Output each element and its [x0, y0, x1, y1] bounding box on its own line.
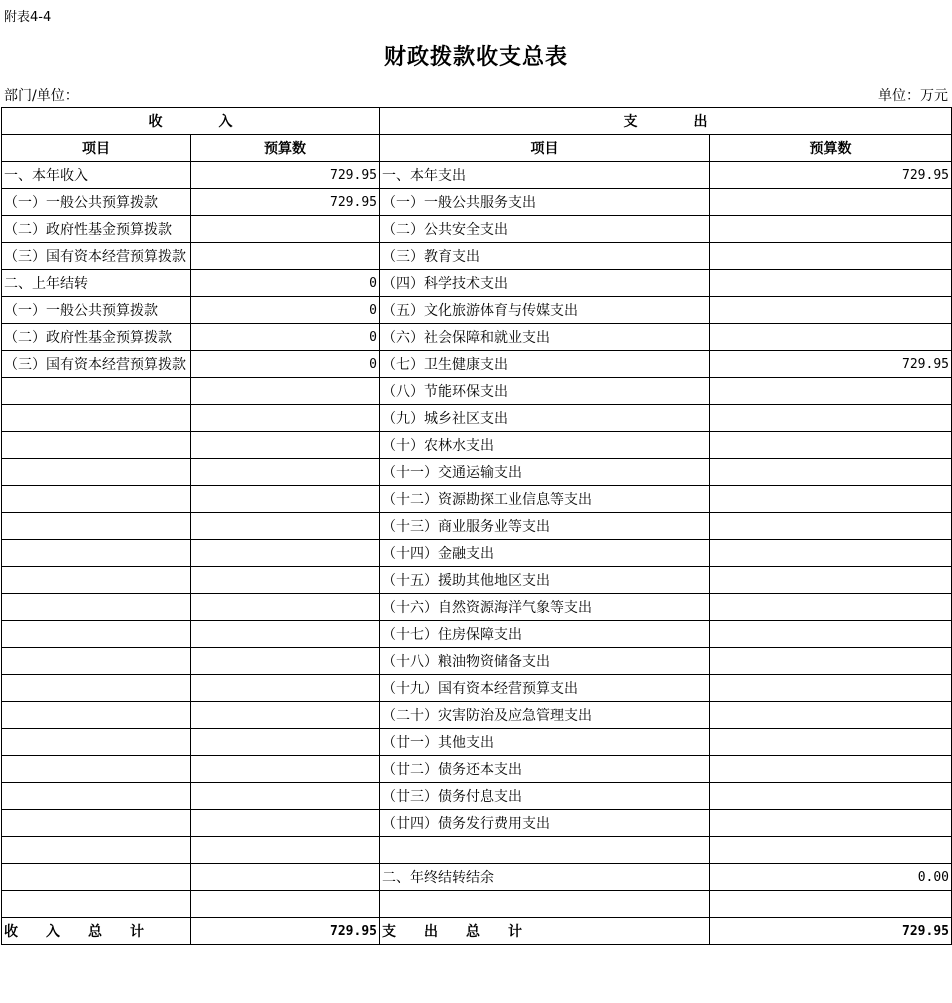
income-budget-cell: 729.95 [191, 162, 380, 189]
expense-item-cell: （十七）住房保障支出 [380, 621, 710, 648]
fiscal-summary-table [1, 107, 952, 945]
expense-item-cell: （十八）粮油物资储备支出 [380, 648, 710, 675]
expense-budget-cell [710, 621, 952, 648]
expense-item-cell: （廿四）债务发行费用支出 [380, 810, 710, 837]
expense-item-cell [380, 891, 710, 918]
expense-budget-cell [710, 594, 952, 621]
income-item-cell: （三）国有资本经营预算拨款 [2, 243, 191, 270]
income-total-label: 收 入 总 计 [2, 918, 191, 945]
income-item-cell [2, 405, 191, 432]
income-item-cell [2, 432, 191, 459]
income-item-cell [2, 702, 191, 729]
income-item-cell: （二）政府性基金预算拨款 [2, 324, 191, 351]
page-title: 财政拨款收支总表 [383, 44, 568, 70]
expense-budget-cell [710, 270, 952, 297]
expense-budget-cell [710, 243, 952, 270]
expense-budget-cell [710, 216, 952, 243]
expense-budget-cell [710, 540, 952, 567]
expense-budget-cell [710, 675, 952, 702]
expense-budget-cell [710, 837, 952, 864]
income-item-cell [2, 675, 191, 702]
expense-budget-cell [710, 432, 952, 459]
income-item-cell: 二、上年结转 [2, 270, 191, 297]
expense-budget-cell: 0.00 [710, 864, 952, 891]
department-label: 部门/单位： [4, 88, 79, 104]
expense-total-value: 729.95 [710, 918, 952, 945]
income-item-cell [2, 621, 191, 648]
income-budget-cell: 0 [191, 351, 380, 378]
expense-item-cell: （二）公共安全支出 [380, 216, 710, 243]
income-budget-cell [191, 567, 380, 594]
income-budget-cell [191, 216, 380, 243]
income-budget-cell [191, 729, 380, 756]
expense-item-cell: （六）社会保障和就业支出 [380, 324, 710, 351]
expense-item-cell: （廿三）债务付息支出 [380, 783, 710, 810]
income-item-cell [2, 810, 191, 837]
income-budget-cell [191, 540, 380, 567]
income-item-cell [2, 648, 191, 675]
income-budget-cell [191, 594, 380, 621]
income-item-cell [2, 486, 191, 513]
expense-item-cell: （廿二）债务还本支出 [380, 756, 710, 783]
income-item-cell [2, 756, 191, 783]
income-budget-cell [191, 864, 380, 891]
table-row [2, 783, 952, 810]
table-row [2, 621, 952, 648]
expense-budget-cell [710, 513, 952, 540]
income-budget-cell: 0 [191, 297, 380, 324]
income-item-cell: （三）国有资本经营预算拨款 [2, 351, 191, 378]
income-item-cell [2, 513, 191, 540]
table-row [2, 189, 952, 216]
income-budget-cell [191, 702, 380, 729]
expense-item-header: 项目 [380, 135, 710, 162]
expense-budget-cell [710, 486, 952, 513]
income-budget-cell [191, 891, 380, 918]
unit-label: 单位：万元 [878, 88, 948, 104]
expense-budget-cell [710, 756, 952, 783]
expense-budget-header: 预算数 [710, 135, 952, 162]
income-budget-cell [191, 756, 380, 783]
expense-item-cell: 二、年终结转结余 [380, 864, 710, 891]
income-item-header: 项目 [2, 135, 191, 162]
expense-item-cell: （五）文化旅游体育与传媒支出 [380, 297, 710, 324]
income-budget-cell: 0 [191, 324, 380, 351]
table-row [2, 810, 952, 837]
income-item-cell [2, 783, 191, 810]
expense-budget-cell [710, 297, 952, 324]
table-row [2, 486, 952, 513]
income-total-value: 729.95 [191, 918, 380, 945]
table-row [2, 648, 952, 675]
income-item-cell [2, 567, 191, 594]
table-row [2, 567, 952, 594]
expense-item-cell: （十六）自然资源海洋气象等支出 [380, 594, 710, 621]
income-item-cell: （二）政府性基金预算拨款 [2, 216, 191, 243]
expense-item-cell: （十三）商业服务业等支出 [380, 513, 710, 540]
table-row [2, 324, 952, 351]
expense-item-cell: （廿一）其他支出 [380, 729, 710, 756]
expense-budget-cell [710, 567, 952, 594]
table-row [2, 378, 952, 405]
income-budget-cell [191, 486, 380, 513]
expense-total-label: 支 出 总 计 [380, 918, 710, 945]
expense-budget-cell [710, 891, 952, 918]
income-item-cell [2, 378, 191, 405]
table-row [2, 594, 952, 621]
expense-item-cell: （十）农林水支出 [380, 432, 710, 459]
expense-budget-cell [710, 459, 952, 486]
income-budget-cell [191, 243, 380, 270]
total-row [2, 918, 952, 945]
income-budget-cell [191, 513, 380, 540]
expense-budget-cell [710, 189, 952, 216]
expense-item-cell: （十一）交通运输支出 [380, 459, 710, 486]
expense-item-cell: （一）一般公共服务支出 [380, 189, 710, 216]
income-item-cell: （一）一般公共预算拨款 [2, 189, 191, 216]
expense-item-cell: 一、本年支出 [380, 162, 710, 189]
income-budget-cell [191, 459, 380, 486]
income-item-cell [2, 540, 191, 567]
income-budget-cell [191, 783, 380, 810]
table-row [2, 162, 952, 189]
expense-item-cell: （十四）金融支出 [380, 540, 710, 567]
income-item-cell [2, 864, 191, 891]
table-row [2, 729, 952, 756]
table-row [2, 405, 952, 432]
expense-item-cell: （三）教育支出 [380, 243, 710, 270]
table-row [2, 702, 952, 729]
income-budget-cell [191, 675, 380, 702]
expense-budget-cell [710, 729, 952, 756]
expense-item-cell [380, 837, 710, 864]
income-item-cell: （一）一般公共预算拨款 [2, 297, 191, 324]
table-row [2, 459, 952, 486]
expense-group-header: 支 出 [380, 108, 952, 135]
table-row [2, 243, 952, 270]
table-row [2, 864, 952, 891]
income-item-cell [2, 459, 191, 486]
expense-budget-cell [710, 702, 952, 729]
income-item-cell: 一、本年收入 [2, 162, 191, 189]
table-row [2, 891, 952, 918]
income-item-cell [2, 891, 191, 918]
expense-budget-cell [710, 783, 952, 810]
expense-item-cell: （十二）资源勘探工业信息等支出 [380, 486, 710, 513]
expense-item-cell: （四）科学技术支出 [380, 270, 710, 297]
table-row [2, 270, 952, 297]
income-item-cell [2, 729, 191, 756]
table-row [2, 756, 952, 783]
expense-budget-cell [710, 648, 952, 675]
expense-item-cell: （七）卫生健康支出 [380, 351, 710, 378]
income-group-header: 收 入 [2, 108, 380, 135]
income-budget-cell [191, 810, 380, 837]
expense-budget-cell [710, 378, 952, 405]
income-budget-cell [191, 837, 380, 864]
table-row [2, 837, 952, 864]
income-budget-cell [191, 621, 380, 648]
table-row [2, 432, 952, 459]
table-row [2, 513, 952, 540]
income-budget-header: 预算数 [191, 135, 380, 162]
income-budget-cell [191, 378, 380, 405]
expense-item-cell: （八）节能环保支出 [380, 378, 710, 405]
income-budget-cell: 0 [191, 270, 380, 297]
expense-budget-cell [710, 810, 952, 837]
expense-item-cell: （十五）援助其他地区支出 [380, 567, 710, 594]
income-budget-cell [191, 432, 380, 459]
expense-item-cell: （二十）灾害防治及应急管理支出 [380, 702, 710, 729]
income-item-cell [2, 837, 191, 864]
income-budget-cell: 729.95 [191, 189, 380, 216]
table-row [2, 675, 952, 702]
expense-item-cell: （九）城乡社区支出 [380, 405, 710, 432]
table-row [2, 297, 952, 324]
income-item-cell [2, 594, 191, 621]
annex-label: 附表4-4 [4, 10, 52, 25]
income-budget-cell [191, 405, 380, 432]
expense-budget-cell: 729.95 [710, 162, 952, 189]
expense-budget-cell: 729.95 [710, 351, 952, 378]
table-row [2, 216, 952, 243]
expense-budget-cell [710, 324, 952, 351]
expense-budget-cell [710, 405, 952, 432]
income-budget-cell [191, 648, 380, 675]
expense-item-cell: （十九）国有资本经营预算支出 [380, 675, 710, 702]
table-row [2, 351, 952, 378]
table-row [2, 540, 952, 567]
